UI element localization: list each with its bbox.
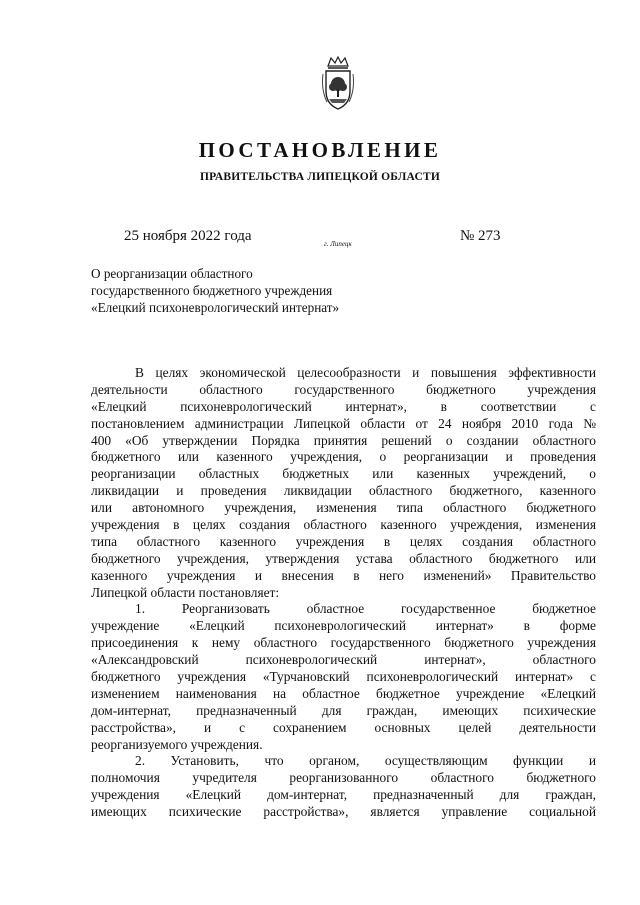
text-line: полномочия учредителя реорганизованного областного бюджетного bbox=[91, 770, 596, 786]
clause-1 bbox=[91, 601, 596, 753]
document-title: ПОСТАНОВЛЕНИЕ bbox=[198, 138, 442, 162]
text-line: реорганизации областных бюджетных или казенных учреждений, о bbox=[91, 466, 596, 482]
clause-2 bbox=[91, 753, 596, 821]
text-line: деятельности областного государственного бюджетного учреждения bbox=[91, 381, 596, 397]
text-line: В целях экономической целесообразности и повышения эффективности bbox=[135, 365, 596, 380]
text-line: учреждения «Елецкий дом-интернат, предназначенный для граждан, bbox=[91, 787, 596, 803]
document-date: 25 ноября 2022 года bbox=[124, 228, 252, 244]
preamble-paragraph bbox=[91, 365, 596, 601]
text-line: ликвидации и проведения ликвидации областного бюджетного, казенного bbox=[91, 483, 596, 499]
text-line: бюджетного учреждения, утверждения устава областного бюджетного или bbox=[91, 550, 596, 566]
text-line: Липецкой области постановляет: bbox=[91, 584, 280, 600]
subject-line: «Елецкий психоневрологический интернат» bbox=[91, 300, 340, 315]
document-number: № 273 bbox=[460, 228, 501, 244]
text-line: бюджетного учреждения «Турчановский психоневрологический интернат» с bbox=[91, 669, 596, 685]
text-line: «Елецкий психоневрологический интернат», в соответствии с bbox=[91, 398, 596, 414]
text-line: казенного учреждения и внесения в него изменений» Правительство bbox=[91, 567, 596, 583]
issuing-authority: ПРАВИТЕЛЬСТВА ЛИПЕЦКОЙ ОБЛАСТИ bbox=[200, 171, 440, 183]
coat-of-arms-icon bbox=[319, 56, 357, 112]
text-line: постановлением администрации Липецкой области от 24 ноября 2010 года № bbox=[91, 415, 596, 431]
text-line: или автономного учреждения, изменения типа областного бюджетного bbox=[91, 500, 596, 516]
text-line: 1. Реорганизовать областное государственное бюджетное bbox=[135, 601, 596, 617]
text-line: «Александровский психоневрологический интернат», областного bbox=[91, 652, 596, 668]
text-line: 400 «Об утверждении Порядка принятия решений о создании областного bbox=[91, 432, 596, 448]
text-line: 2. Установить, что органом, осуществляющим функции и bbox=[135, 753, 596, 769]
text-line: расстройства», и с сохранением основных целей деятельности bbox=[91, 719, 596, 735]
subject-line: государственного бюджетного учреждения bbox=[91, 283, 333, 298]
text-line: дом-интернат, предназначенный для граждан, имеющих психические bbox=[91, 702, 596, 718]
text-line: изменением наименования на областное бюджетное учреждение «Елецкий bbox=[91, 685, 596, 701]
text-line: присоединения к нему областного государственного бюджетного учреждения bbox=[91, 635, 596, 651]
document-place: г. Липецк bbox=[324, 240, 352, 248]
document-body bbox=[91, 365, 596, 821]
text-line: реорганизуемого учреждения. bbox=[91, 736, 263, 752]
text-line: учреждения в целях создания областного казенного учреждения, изменения bbox=[91, 517, 596, 533]
subject-line: О реорганизации областного bbox=[91, 266, 253, 281]
text-line: типа областного казенного учреждения в целях создания областного bbox=[91, 533, 596, 549]
text-line: учреждение «Елецкий психоневрологический интернат» в форме bbox=[91, 618, 596, 634]
document-subject bbox=[91, 265, 339, 316]
text-line: имеющих психические расстройства», является управление социальной bbox=[91, 804, 596, 820]
text-line: бюджетного или казенного учреждения, о реорганизации и проведения bbox=[91, 449, 596, 465]
